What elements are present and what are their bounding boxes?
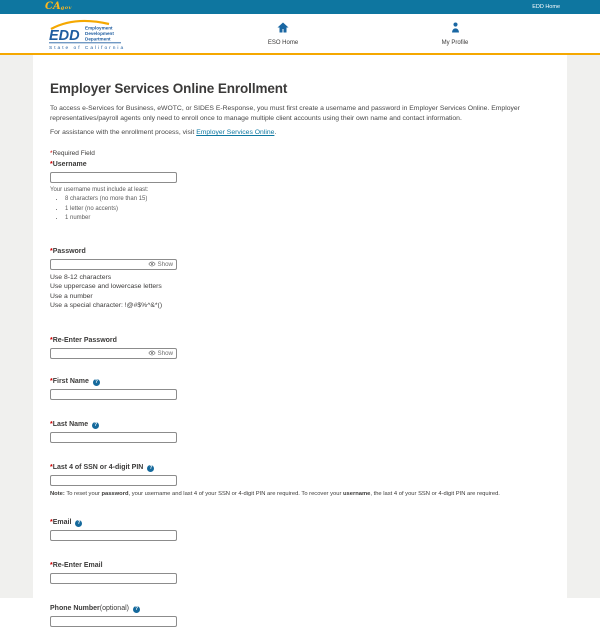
- last-name-label-text: Last Name: [52, 421, 89, 429]
- reenter-password-field-wrapper: [50, 348, 177, 359]
- required-asterisk: *: [50, 150, 53, 157]
- email-required-asterisk: *: [50, 519, 53, 527]
- username-input[interactable]: [50, 172, 177, 183]
- username-requirement-item: • 1 number: [65, 215, 550, 221]
- required-text: Required Field: [52, 150, 95, 157]
- note-bold: username: [342, 491, 371, 498]
- email-label: [50, 519, 550, 527]
- edd-logo-tagline: State of California: [49, 46, 126, 51]
- password-rule: Use a number: [50, 292, 93, 300]
- first-name-label: [50, 378, 550, 386]
- username-requirement-item: • 1 letter (no accents): [65, 206, 550, 212]
- ssn-pin-input[interactable]: [50, 475, 177, 486]
- first-name-input[interactable]: [50, 389, 177, 400]
- last-name-input[interactable]: [50, 432, 177, 443]
- username-label: [50, 161, 550, 169]
- note-bold: password: [101, 491, 129, 498]
- home-icon: [277, 20, 289, 37]
- email-help-icon[interactable]: ?: [77, 519, 81, 526]
- nav-eso-home[interactable]: [247, 20, 319, 46]
- password-group: [50, 248, 550, 310]
- password-rule: Use a special character: !@#$%^&*(): [50, 301, 163, 309]
- reenter-password-label-text: Re-Enter Password: [52, 337, 117, 345]
- first-name-help-icon[interactable]: ?: [94, 378, 98, 385]
- email-group: [50, 519, 550, 541]
- username-requirements-list: [65, 196, 550, 221]
- phone-optional-text: (optional): [99, 605, 129, 613]
- profile-icon: [450, 20, 461, 37]
- site-header: [0, 14, 600, 55]
- reenter-password-show-button[interactable]: [142, 349, 176, 359]
- reenter-email-group: [50, 562, 550, 584]
- note-text: To reset your: [64, 491, 102, 498]
- phone-group: [50, 605, 550, 627]
- edd-logo-edd-text: EDD: [49, 28, 80, 44]
- phone-help-icon[interactable]: ?: [134, 605, 139, 612]
- email-label-text: Email: [52, 519, 72, 527]
- password-label: [50, 248, 550, 256]
- ca-gov-logo-ca: CA: [45, 0, 61, 12]
- reenter-email-label-text: Re-Enter Email: [52, 562, 103, 570]
- page-background: [0, 55, 600, 613]
- phone-label: [50, 605, 550, 613]
- edd-home-link[interactable]: EDD Home: [532, 4, 560, 10]
- password-required-asterisk: *: [50, 248, 53, 255]
- nav-my-profile[interactable]: [419, 20, 491, 46]
- edd-logo-line2: Development: [85, 31, 114, 36]
- password-label-text: Password: [52, 248, 86, 255]
- last-name-label: [50, 421, 550, 429]
- edd-logo-line3: Department: [85, 36, 111, 42]
- page-title: Employer Services Online Enrollment: [50, 81, 288, 96]
- password-rule: Use 8-12 characters: [50, 274, 112, 281]
- password-field-wrapper: [50, 259, 177, 270]
- first-name-label-text: First Name: [52, 378, 89, 386]
- username-required-asterisk: *: [50, 161, 53, 168]
- reenter-password-required-asterisk: *: [50, 337, 53, 345]
- edd-logo[interactable]: [45, 19, 127, 55]
- note-text: , your username and last 4 of your SSN or 4-digit PIN are required. To recover your: [128, 491, 343, 498]
- utility-bar: [0, 0, 600, 14]
- ssn-pin-group: [50, 464, 550, 498]
- reenter-password-group: [50, 337, 550, 359]
- eye-icon: [148, 261, 156, 269]
- last-name-group: [50, 421, 550, 443]
- assistance-line: [50, 129, 550, 136]
- first-name-group: [50, 378, 550, 400]
- reenter-email-required-asterisk: *: [50, 562, 53, 570]
- edd-logo-graphic: [45, 19, 127, 50]
- password-rules: [50, 273, 550, 310]
- phone-input[interactable]: [50, 616, 177, 627]
- nav-eso-home-label: ESO Home: [267, 40, 299, 46]
- ca-gov-logo[interactable]: [45, 2, 72, 13]
- reenter-password-label: [50, 337, 550, 345]
- password-show-button[interactable]: [142, 260, 176, 270]
- username-label-text: Username: [52, 161, 87, 168]
- password-input[interactable]: [51, 260, 142, 269]
- note-text: , the last 4 of your SSN or 4-digit PIN are required.: [370, 491, 500, 498]
- assistance-suffix: .: [274, 129, 277, 136]
- email-input[interactable]: [50, 530, 177, 541]
- assistance-prefix: For assistance with the enrollment process, visit: [50, 129, 197, 136]
- ssn-pin-label-text: Last 4 of SSN or 4-digit PIN: [52, 464, 144, 472]
- ssn-pin-label: [50, 464, 550, 472]
- ssn-pin-help-icon[interactable]: ?: [149, 464, 153, 471]
- employer-services-online-link[interactable]: Employer Services Online: [196, 129, 275, 136]
- content-card: [33, 55, 567, 613]
- required-field-note: [50, 150, 550, 157]
- note-label: Note:: [50, 491, 65, 498]
- last-name-required-asterisk: *: [50, 421, 53, 429]
- reenter-password-input[interactable]: [51, 349, 142, 358]
- password-show-label: Show: [157, 261, 173, 268]
- last-name-help-icon[interactable]: ?: [94, 421, 98, 428]
- reenter-email-label: [50, 562, 550, 570]
- ssn-pin-note: [50, 490, 550, 498]
- eye-icon: [148, 350, 156, 358]
- username-group: [50, 161, 550, 221]
- ca-gov-logo-gov: gov: [60, 4, 72, 11]
- username-requirement-item: • 8 characters (no more than 15): [65, 196, 550, 202]
- ssn-pin-required-asterisk: *: [50, 464, 53, 472]
- phone-label-text: Phone Number: [50, 605, 100, 613]
- password-rule: Use uppercase and lowercase letters: [50, 283, 162, 291]
- edd-logo-line1: Employment: [85, 25, 113, 31]
- username-hint-title: Your username must include at least:: [50, 187, 149, 193]
- reenter-password-show-label: Show: [157, 350, 173, 358]
- intro-paragraph: To access e-Services for Business, eWOTC, or SIDES E-Response, you must first create a username and password in Employer Services Online. Employer representatives/payroll agents only need to enroll once to manage multiple client accounts using their own name and contact information.: [50, 105, 520, 122]
- nav-my-profile-label: My Profile: [441, 40, 469, 46]
- reenter-email-input[interactable]: [50, 573, 177, 584]
- first-name-required-asterisk: *: [50, 378, 53, 386]
